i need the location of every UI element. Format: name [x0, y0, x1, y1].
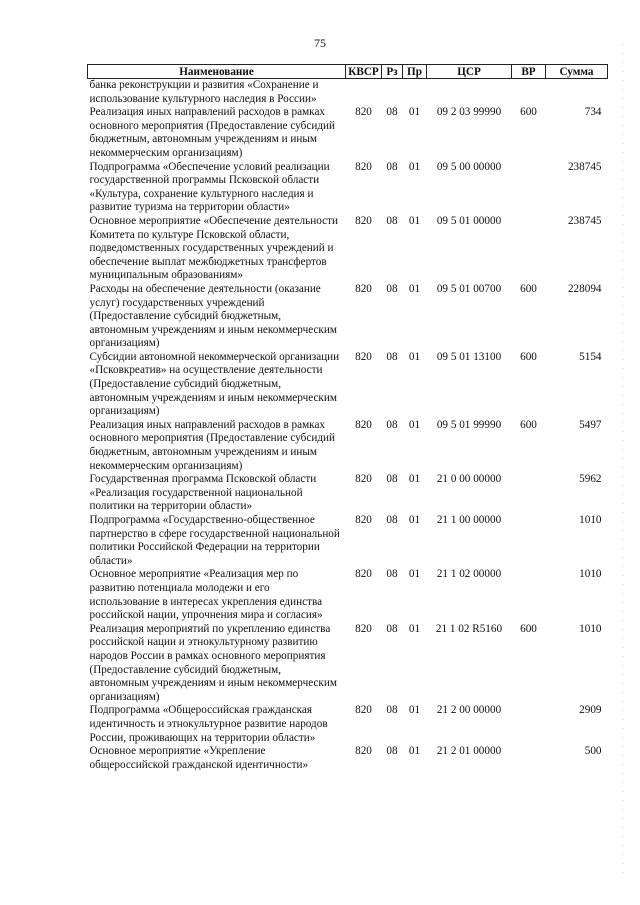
- row-sum: 5497: [579, 418, 602, 431]
- header-sum: Сумма: [546, 65, 608, 79]
- row-sum: 5962: [579, 473, 602, 486]
- row-pr: [403, 79, 427, 107]
- row-csr: [427, 79, 512, 107]
- row-rz: 08: [386, 568, 398, 581]
- row-vr: [512, 161, 546, 215]
- row-name: Основное мероприятие «Обеспечение деятельности Комитета по культуре Псковской области, подведомственных государственных учреждений и обеспечение выплат межбюджетных трансфертов муниципальным образованиям»: [89, 214, 338, 282]
- row-csr: 21 2 01 00000: [436, 745, 502, 758]
- row-sum: 5154: [579, 350, 602, 363]
- row-csr: 21 0 00 00000: [436, 473, 502, 486]
- budget-table: [87, 64, 608, 772]
- row-rz: 08: [386, 514, 398, 526]
- row-name: Субсидии автономной некоммерческой организации «Псковкреатив» на осуществление деятельности (Предоставление субсидий бюджетным, автономным учреждениям и иным некоммерческим организациям): [89, 350, 340, 418]
- row-name: Государственная программа Псковской области «Реализация государственной национальной политики на территории области»: [89, 473, 317, 513]
- row-name: Расходы на обеспечение деятельности (оказание услуг) государственных учреждений (Предоставление субсидий бюджетным, автономным учреждениям и иным некоммерческим организациям): [89, 282, 337, 350]
- row-pr: 01: [408, 622, 421, 635]
- table-row: [88, 283, 608, 351]
- header-rz: Рз: [382, 65, 403, 79]
- row-sum: 238745: [567, 160, 602, 173]
- row-kvsr: [346, 79, 382, 107]
- row-rz: 08: [386, 418, 398, 431]
- row-vr: [512, 514, 546, 568]
- row-vr: [512, 568, 546, 622]
- row-pr: 01: [408, 745, 421, 758]
- row-name: Основное мероприятие «Укрепление общероссийской гражданской идентичности»: [89, 745, 309, 771]
- row-pr: 01: [408, 106, 421, 119]
- row-pr: 01: [408, 160, 421, 173]
- table-row: [88, 704, 608, 745]
- row-pr: 01: [408, 514, 421, 526]
- page-number: 75: [314, 36, 326, 50]
- row-sum: 1010: [579, 514, 602, 526]
- row-rz: 08: [386, 106, 398, 119]
- row-vr: [512, 215, 546, 283]
- table-row: [88, 79, 608, 107]
- row-name: банка реконструкции и развития «Сохранение и использование культурного наследия в России»: [89, 79, 319, 105]
- row-rz: 08: [386, 745, 398, 758]
- row-name: Подпрограмма «Общероссийская гражданская идентичность и этнокультурное развитие народов России, проживающих на территории области»: [89, 704, 328, 744]
- row-kvsr: 820: [355, 568, 372, 581]
- table-row: [88, 351, 608, 419]
- row-rz: 08: [386, 282, 398, 295]
- row-name: Основное мероприятие «Реализация мер по развитию потенциала молодежи и его использование в интересах укрепления единства российской нации, упрочнения мира и согласия»: [89, 568, 323, 622]
- row-rz: 08: [386, 622, 398, 635]
- row-vr: [512, 79, 546, 107]
- table-row: [88, 215, 608, 283]
- header-name: Наименование: [88, 65, 346, 79]
- row-vr: 600: [520, 350, 537, 363]
- row-name: Реализация иных направлений расходов в рамках основного мероприятия (Предоставление субсидий бюджетным, автономным учреждениям и иным некоммерческим организациям): [89, 418, 335, 472]
- row-name: Подпрограмма «Государственно-общественное партнерство в сфере государственной национальной политики Российской Федерации на территории области»: [89, 514, 340, 567]
- row-sum: [546, 79, 608, 107]
- row-rz: [382, 79, 403, 107]
- header-pr: Пр: [403, 65, 427, 79]
- table-row: [88, 514, 608, 568]
- row-csr: 09 5 01 00700: [436, 282, 502, 295]
- row-csr: 21 1 00 00000: [436, 514, 502, 526]
- row-kvsr: 820: [355, 418, 372, 431]
- row-sum: 500: [584, 745, 602, 758]
- row-name: Реализация иных направлений расходов в рамках основного мероприятия (Предоставление субсидий бюджетным, автономным учреждениям и иным некоммерческим организациям): [89, 106, 335, 159]
- row-kvsr: 820: [355, 350, 372, 363]
- row-pr: 01: [408, 350, 421, 363]
- row-vr: [512, 473, 546, 514]
- row-vr: [512, 704, 546, 745]
- row-vr: 600: [520, 282, 537, 295]
- row-vr: [512, 745, 546, 772]
- table-row: [88, 106, 608, 160]
- row-csr: 09 5 00 00000: [436, 160, 502, 173]
- row-rz: 08: [386, 214, 398, 227]
- row-sum: 734: [584, 106, 602, 119]
- row-kvsr: 820: [355, 622, 372, 635]
- row-pr: 01: [408, 568, 421, 581]
- row-sum: 1010: [579, 622, 602, 635]
- row-vr: 600: [520, 622, 537, 635]
- table-row: [88, 473, 608, 514]
- scan-edge-dots: [622, 40, 624, 880]
- table-header-row: [88, 65, 608, 79]
- row-name: Подпрограмма «Обеспечение условий реализации государственной программы Псковской области «Культура, сохранение культурного наследия и развитие туризма на территории области»: [89, 160, 330, 214]
- row-csr: 09 2 03 99990: [436, 106, 502, 119]
- row-rz: 08: [386, 704, 398, 717]
- row-kvsr: 820: [355, 214, 372, 227]
- row-vr: 600: [520, 106, 537, 119]
- row-pr: 01: [408, 214, 421, 227]
- row-csr: 09 5 01 13100: [436, 350, 502, 363]
- row-pr: 01: [408, 473, 421, 486]
- header-kvsr: КВСР: [346, 65, 382, 79]
- row-pr: 01: [408, 282, 421, 295]
- row-kvsr: 820: [355, 704, 372, 717]
- row-csr: 09 5 01 00000: [436, 214, 502, 227]
- row-name: Реализация мероприятий по укреплению единства российской нации и этнокультурному развитию народов России в рамках основного мероприятия (Предоставление субсидий бюджетным, автономным учреждениям и иным некоммерческим организациям): [89, 622, 337, 703]
- row-csr: 21 1 02 R5160: [435, 622, 503, 635]
- row-csr: 21 1 02 00000: [436, 568, 502, 581]
- row-sum: 1010: [579, 568, 602, 581]
- table-row: [88, 745, 608, 772]
- row-kvsr: 820: [355, 745, 372, 758]
- row-sum: 2909: [579, 704, 602, 717]
- table-row: [88, 419, 608, 473]
- row-rz: 08: [386, 350, 398, 363]
- row-kvsr: 820: [355, 514, 372, 526]
- row-vr: 600: [520, 418, 537, 431]
- table-row: [88, 568, 608, 622]
- row-kvsr: 820: [355, 473, 372, 486]
- row-kvsr: 820: [355, 282, 372, 295]
- table-row: [88, 161, 608, 215]
- row-kvsr: 820: [355, 106, 372, 119]
- table-row: [88, 623, 608, 705]
- row-rz: 08: [386, 473, 398, 486]
- row-pr: 01: [408, 418, 421, 431]
- row-kvsr: 820: [355, 160, 372, 173]
- header-csr: ЦСР: [427, 65, 512, 79]
- row-rz: 08: [386, 160, 398, 173]
- header-vr: ВР: [512, 65, 546, 79]
- row-csr: 21 2 00 00000: [436, 704, 502, 717]
- row-sum: 238745: [567, 214, 602, 227]
- row-pr: 01: [408, 704, 421, 717]
- row-sum: 228094: [567, 282, 602, 295]
- row-csr: 09 5 01 99990: [436, 418, 502, 431]
